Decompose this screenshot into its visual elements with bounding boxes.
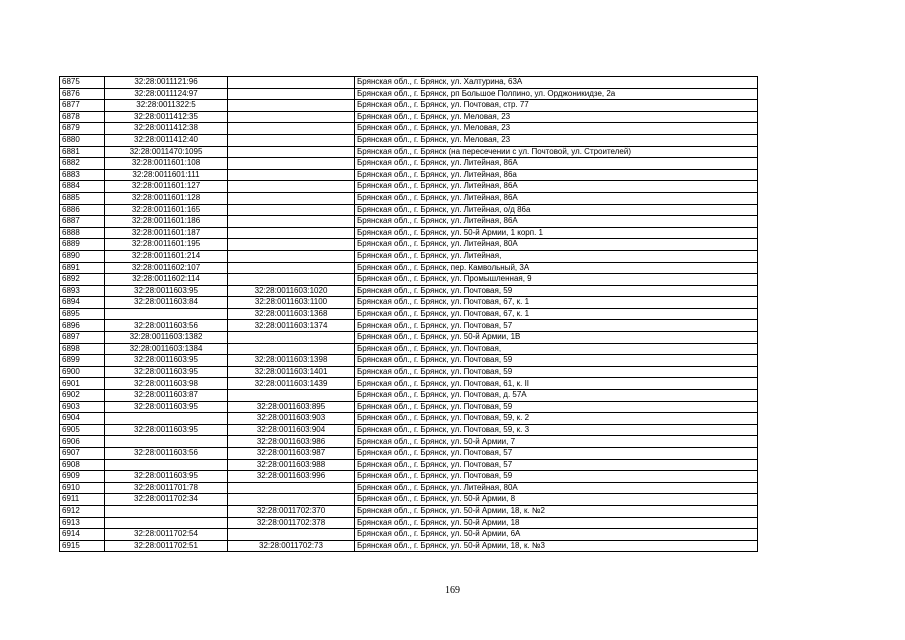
- row-number-cell: 6896: [60, 320, 105, 332]
- address-cell: Брянская обл., г. Брянск, ул. Литейная,: [355, 250, 758, 262]
- table-row: [60, 308, 758, 320]
- cadastral-number-cell: [105, 505, 228, 517]
- table-row: [60, 378, 758, 390]
- row-number-cell: 6885: [60, 192, 105, 204]
- table-row: [60, 88, 758, 100]
- cadastral-number-cell: 32:28:0011603:95: [105, 355, 228, 367]
- row-number-cell: 6893: [60, 285, 105, 297]
- secondary-cadastral-cell: 32:28:0011603:1020: [228, 285, 355, 297]
- cadastral-number-cell: 32:28:0011603:87: [105, 390, 228, 402]
- row-number-cell: 6875: [60, 77, 105, 89]
- address-cell: Брянская обл., г. Брянск, ул. Почтовая, 59: [355, 285, 758, 297]
- row-number-cell: 6915: [60, 540, 105, 552]
- table-row: [60, 390, 758, 402]
- table-row: [60, 181, 758, 193]
- table-row: [60, 77, 758, 89]
- table-row: [60, 100, 758, 112]
- secondary-cadastral-cell: 32:28:0011603:986: [228, 436, 355, 448]
- table-row: [60, 123, 758, 135]
- table-row: [60, 146, 758, 158]
- cadastral-number-cell: 32:28:0011412:35: [105, 111, 228, 123]
- table-row: [60, 227, 758, 239]
- secondary-cadastral-cell: [228, 123, 355, 135]
- row-number-cell: 6894: [60, 297, 105, 309]
- secondary-cadastral-cell: [228, 158, 355, 170]
- address-cell: Брянская обл., г. Брянск, ул. Почтовая, 59: [355, 366, 758, 378]
- cadastral-number-cell: 32:28:0011602:114: [105, 274, 228, 286]
- address-cell: Брянская обл., г. Брянск, ул. 50-й Армии, 1В: [355, 332, 758, 344]
- table-row: [60, 517, 758, 529]
- secondary-cadastral-cell: [228, 204, 355, 216]
- row-number-cell: 6914: [60, 529, 105, 541]
- row-number-cell: 6887: [60, 216, 105, 228]
- cadastral-number-cell: 32:28:0011121:96: [105, 77, 228, 89]
- secondary-cadastral-cell: [228, 146, 355, 158]
- secondary-cadastral-cell: 32:28:0011603:1368: [228, 308, 355, 320]
- cadastral-number-cell: [105, 459, 228, 471]
- secondary-cadastral-cell: [228, 88, 355, 100]
- secondary-cadastral-cell: 32:28:0011603:987: [228, 448, 355, 460]
- row-number-cell: 6911: [60, 494, 105, 506]
- table-row: [60, 204, 758, 216]
- secondary-cadastral-cell: [228, 274, 355, 286]
- secondary-cadastral-cell: 32:28:0011603:904: [228, 424, 355, 436]
- row-number-cell: 6892: [60, 274, 105, 286]
- address-cell: Брянская обл., г. Брянск, ул. 50-й Армии, 18: [355, 517, 758, 529]
- address-cell: Брянская обл., г. Брянск, ул. Почтовая, 57: [355, 448, 758, 460]
- table-row: [60, 355, 758, 367]
- address-cell: Брянская обл., г. Брянск, ул. Литейная, 86А: [355, 216, 758, 228]
- cadastral-number-cell: 32:28:0011603:95: [105, 366, 228, 378]
- row-number-cell: 6897: [60, 332, 105, 344]
- page-number: 169: [445, 585, 460, 596]
- cadastral-number-cell: 32:28:0011412:38: [105, 123, 228, 135]
- secondary-cadastral-cell: 32:28:0011603:1100: [228, 297, 355, 309]
- row-number-cell: 6886: [60, 204, 105, 216]
- cadastral-number-cell: 32:28:0011601:165: [105, 204, 228, 216]
- table-row: [60, 216, 758, 228]
- address-cell: Брянская обл., г. Брянск, ул. Литейная, 80А: [355, 239, 758, 251]
- address-cell: Брянская обл., г. Брянск, ул. Меловая, 23: [355, 134, 758, 146]
- row-number-cell: 6884: [60, 181, 105, 193]
- table-row: [60, 274, 758, 286]
- registry-body: [60, 77, 758, 552]
- address-cell: Брянская обл., г. Брянск, рп Большое Полпино, ул. Орджоникидзе, 2а: [355, 88, 758, 100]
- secondary-cadastral-cell: [228, 343, 355, 355]
- secondary-cadastral-cell: [228, 134, 355, 146]
- cadastral-number-cell: 32:28:0011603:95: [105, 285, 228, 297]
- cadastral-number-cell: 32:28:0011602:107: [105, 262, 228, 274]
- address-cell: Брянская обл., г. Брянск, ул. Почтовая, 57: [355, 320, 758, 332]
- address-cell: Брянская обл., г. Брянск, ул. Литейная, 80А: [355, 482, 758, 494]
- table-row: [60, 285, 758, 297]
- address-cell: Брянская обл., г. Брянск, ул. Почтовая, 59: [355, 401, 758, 413]
- secondary-cadastral-cell: [228, 239, 355, 251]
- secondary-cadastral-cell: [228, 332, 355, 344]
- address-cell: Брянская обл., г. Брянск, ул. 50-й Армии, 6А: [355, 529, 758, 541]
- row-number-cell: 6877: [60, 100, 105, 112]
- table-row: [60, 505, 758, 517]
- secondary-cadastral-cell: 32:28:0011603:1398: [228, 355, 355, 367]
- address-cell: Брянская обл., г. Брянск (на пересечении с ул. Почтовой, ул. Строителей): [355, 146, 758, 158]
- table-row: [60, 343, 758, 355]
- secondary-cadastral-cell: [228, 100, 355, 112]
- cadastral-number-cell: 32:28:0011603:56: [105, 320, 228, 332]
- cadastral-number-cell: [105, 517, 228, 529]
- secondary-cadastral-cell: [228, 390, 355, 402]
- cadastral-number-cell: 32:28:0011601:127: [105, 181, 228, 193]
- cadastral-number-cell: [105, 436, 228, 448]
- table-row: [60, 482, 758, 494]
- table-row: [60, 540, 758, 552]
- table-row: [60, 169, 758, 181]
- cadastral-number-cell: 32:28:0011322:5: [105, 100, 228, 112]
- row-number-cell: 6904: [60, 413, 105, 425]
- row-number-cell: 6895: [60, 308, 105, 320]
- cadastral-number-cell: 32:28:0011603:56: [105, 448, 228, 460]
- address-cell: Брянская обл., г. Брянск, ул. Почтовая, стр. 77: [355, 100, 758, 112]
- row-number-cell: 6909: [60, 471, 105, 483]
- address-cell: Брянская обл., г. Брянск, ул. Меловая, 23: [355, 111, 758, 123]
- cadastral-number-cell: 32:28:0011702:34: [105, 494, 228, 506]
- secondary-cadastral-cell: [228, 227, 355, 239]
- cadastral-number-cell: 32:28:0011601:186: [105, 216, 228, 228]
- secondary-cadastral-cell: 32:28:0011702:73: [228, 540, 355, 552]
- address-cell: Брянская обл., г. Брянск, ул. Почтовая, 59, к. 3: [355, 424, 758, 436]
- table-row: [60, 471, 758, 483]
- table-row: [60, 436, 758, 448]
- table-row: [60, 459, 758, 471]
- cadastral-number-cell: 32:28:0011601:128: [105, 192, 228, 204]
- address-cell: Брянская обл., г. Брянск, ул. 50-й Армии, 18, к. №3: [355, 540, 758, 552]
- cadastral-number-cell: 32:28:0011124:97: [105, 88, 228, 100]
- cadastral-number-cell: 32:28:0011601:195: [105, 239, 228, 251]
- row-number-cell: 6910: [60, 482, 105, 494]
- row-number-cell: 6905: [60, 424, 105, 436]
- secondary-cadastral-cell: [228, 169, 355, 181]
- row-number-cell: 6900: [60, 366, 105, 378]
- address-cell: Брянская обл., г. Брянск, ул. Почтовая, 67, к. 1: [355, 308, 758, 320]
- secondary-cadastral-cell: 32:28:0011702:370: [228, 505, 355, 517]
- secondary-cadastral-cell: [228, 482, 355, 494]
- cadastral-number-cell: 32:28:0011603:1384: [105, 343, 228, 355]
- table-row: [60, 413, 758, 425]
- table-row: [60, 262, 758, 274]
- table-row: [60, 134, 758, 146]
- address-cell: Брянская обл., г. Брянск, ул. 50-й Армии, 8: [355, 494, 758, 506]
- cadastral-number-cell: 32:28:0011470:1095: [105, 146, 228, 158]
- cadastral-number-cell: 32:28:0011601:108: [105, 158, 228, 170]
- row-number-cell: 6891: [60, 262, 105, 274]
- cadastral-number-cell: [105, 413, 228, 425]
- row-number-cell: 6888: [60, 227, 105, 239]
- cadastral-number-cell: 32:28:0011603:1382: [105, 332, 228, 344]
- secondary-cadastral-cell: 32:28:0011603:1439: [228, 378, 355, 390]
- row-number-cell: 6883: [60, 169, 105, 181]
- row-number-cell: 6880: [60, 134, 105, 146]
- cadastral-number-cell: 32:28:0011603:98: [105, 378, 228, 390]
- table-row: [60, 250, 758, 262]
- table-row: [60, 529, 758, 541]
- secondary-cadastral-cell: [228, 250, 355, 262]
- address-cell: Брянская обл., г. Брянск, ул. Почтовая, 67, к. 1: [355, 297, 758, 309]
- cadastral-number-cell: 32:28:0011702:54: [105, 529, 228, 541]
- address-cell: Брянская обл., г. Брянск, ул. Меловая, 23: [355, 123, 758, 135]
- address-cell: Брянская обл., г. Брянск, ул. Литейная, 86а: [355, 169, 758, 181]
- address-cell: Брянская обл., г. Брянск, ул. Литейная, 86А: [355, 181, 758, 193]
- secondary-cadastral-cell: 32:28:0011603:1374: [228, 320, 355, 332]
- cadastral-number-cell: [105, 308, 228, 320]
- secondary-cadastral-cell: [228, 77, 355, 89]
- row-number-cell: 6901: [60, 378, 105, 390]
- row-number-cell: 6908: [60, 459, 105, 471]
- address-cell: Брянская обл., г. Брянск, ул. 50-й Армии, 1 корп. 1: [355, 227, 758, 239]
- row-number-cell: 6881: [60, 146, 105, 158]
- cadastral-number-cell: 32:28:0011603:84: [105, 297, 228, 309]
- secondary-cadastral-cell: [228, 111, 355, 123]
- secondary-cadastral-cell: [228, 192, 355, 204]
- table-row: [60, 366, 758, 378]
- cadastral-number-cell: 32:28:0011603:95: [105, 471, 228, 483]
- row-number-cell: 6899: [60, 355, 105, 367]
- address-cell: Брянская обл., г. Брянск, ул. Литейная, 86А: [355, 158, 758, 170]
- row-number-cell: 6907: [60, 448, 105, 460]
- table-row: [60, 401, 758, 413]
- address-cell: Брянская обл., г. Брянск, ул. 50-й Армии, 7: [355, 436, 758, 448]
- cadastral-number-cell: 32:28:0011601:187: [105, 227, 228, 239]
- address-cell: Брянская обл., г. Брянск, ул. Литейная, о/д 86а: [355, 204, 758, 216]
- secondary-cadastral-cell: 32:28:0011603:895: [228, 401, 355, 413]
- cadastral-number-cell: 32:28:0011701:78: [105, 482, 228, 494]
- address-cell: Брянская обл., г. Брянск, ул. Почтовая, 57: [355, 459, 758, 471]
- cadastral-number-cell: 32:28:0011601:214: [105, 250, 228, 262]
- cadastral-number-cell: 32:28:0011603:95: [105, 424, 228, 436]
- table-row: [60, 297, 758, 309]
- table-row: [60, 239, 758, 251]
- secondary-cadastral-cell: 32:28:0011702:378: [228, 517, 355, 529]
- address-cell: Брянская обл., г. Брянск, пер. Камвольный, 3А: [355, 262, 758, 274]
- secondary-cadastral-cell: [228, 262, 355, 274]
- address-cell: Брянская обл., г. Брянск, ул. Почтовая, д. 57А: [355, 390, 758, 402]
- table-row: [60, 111, 758, 123]
- secondary-cadastral-cell: 32:28:0011603:996: [228, 471, 355, 483]
- secondary-cadastral-cell: [228, 216, 355, 228]
- table-row: [60, 494, 758, 506]
- row-number-cell: 6889: [60, 239, 105, 251]
- secondary-cadastral-cell: 32:28:0011603:1401: [228, 366, 355, 378]
- row-number-cell: 6876: [60, 88, 105, 100]
- cadastral-number-cell: 32:28:0011702:51: [105, 540, 228, 552]
- address-cell: Брянская обл., г. Брянск, ул. Почтовая, 59: [355, 355, 758, 367]
- table-row: [60, 192, 758, 204]
- address-cell: Брянская обл., г. Брянск, ул. Почтовая, 59, к. 2: [355, 413, 758, 425]
- row-number-cell: 6882: [60, 158, 105, 170]
- row-number-cell: 6898: [60, 343, 105, 355]
- row-number-cell: 6902: [60, 390, 105, 402]
- address-cell: Брянская обл., г. Брянск, ул. Почтовая, 61, к. II: [355, 378, 758, 390]
- address-cell: Брянская обл., г. Брянск, ул. Промышленная, 9: [355, 274, 758, 286]
- address-cell: Брянская обл., г. Брянск, ул. Литейная, 86А: [355, 192, 758, 204]
- address-cell: Брянская обл., г. Брянск, ул. Почтовая,: [355, 343, 758, 355]
- secondary-cadastral-cell: 32:28:0011603:903: [228, 413, 355, 425]
- address-cell: Брянская обл., г. Брянск, ул. Почтовая, 59: [355, 471, 758, 483]
- cadastral-number-cell: 32:28:0011412:40: [105, 134, 228, 146]
- table-row: [60, 332, 758, 344]
- table-row: [60, 158, 758, 170]
- cadastral-number-cell: 32:28:0011601:111: [105, 169, 228, 181]
- table-row: [60, 320, 758, 332]
- row-number-cell: 6879: [60, 123, 105, 135]
- secondary-cadastral-cell: [228, 181, 355, 193]
- row-number-cell: 6878: [60, 111, 105, 123]
- table-row: [60, 448, 758, 460]
- row-number-cell: 6912: [60, 505, 105, 517]
- table-row: [60, 424, 758, 436]
- cadastral-number-cell: 32:28:0011603:95: [105, 401, 228, 413]
- address-cell: Брянская обл., г. Брянск, ул. 50-й Армии, 18, к. №2: [355, 505, 758, 517]
- row-number-cell: 6890: [60, 250, 105, 262]
- secondary-cadastral-cell: 32:28:0011603:988: [228, 459, 355, 471]
- row-number-cell: 6906: [60, 436, 105, 448]
- secondary-cadastral-cell: [228, 494, 355, 506]
- secondary-cadastral-cell: [228, 529, 355, 541]
- row-number-cell: 6913: [60, 517, 105, 529]
- registry-table: [59, 76, 758, 552]
- row-number-cell: 6903: [60, 401, 105, 413]
- address-cell: Брянская обл., г. Брянск, ул. Халтурина, 63А: [355, 77, 758, 89]
